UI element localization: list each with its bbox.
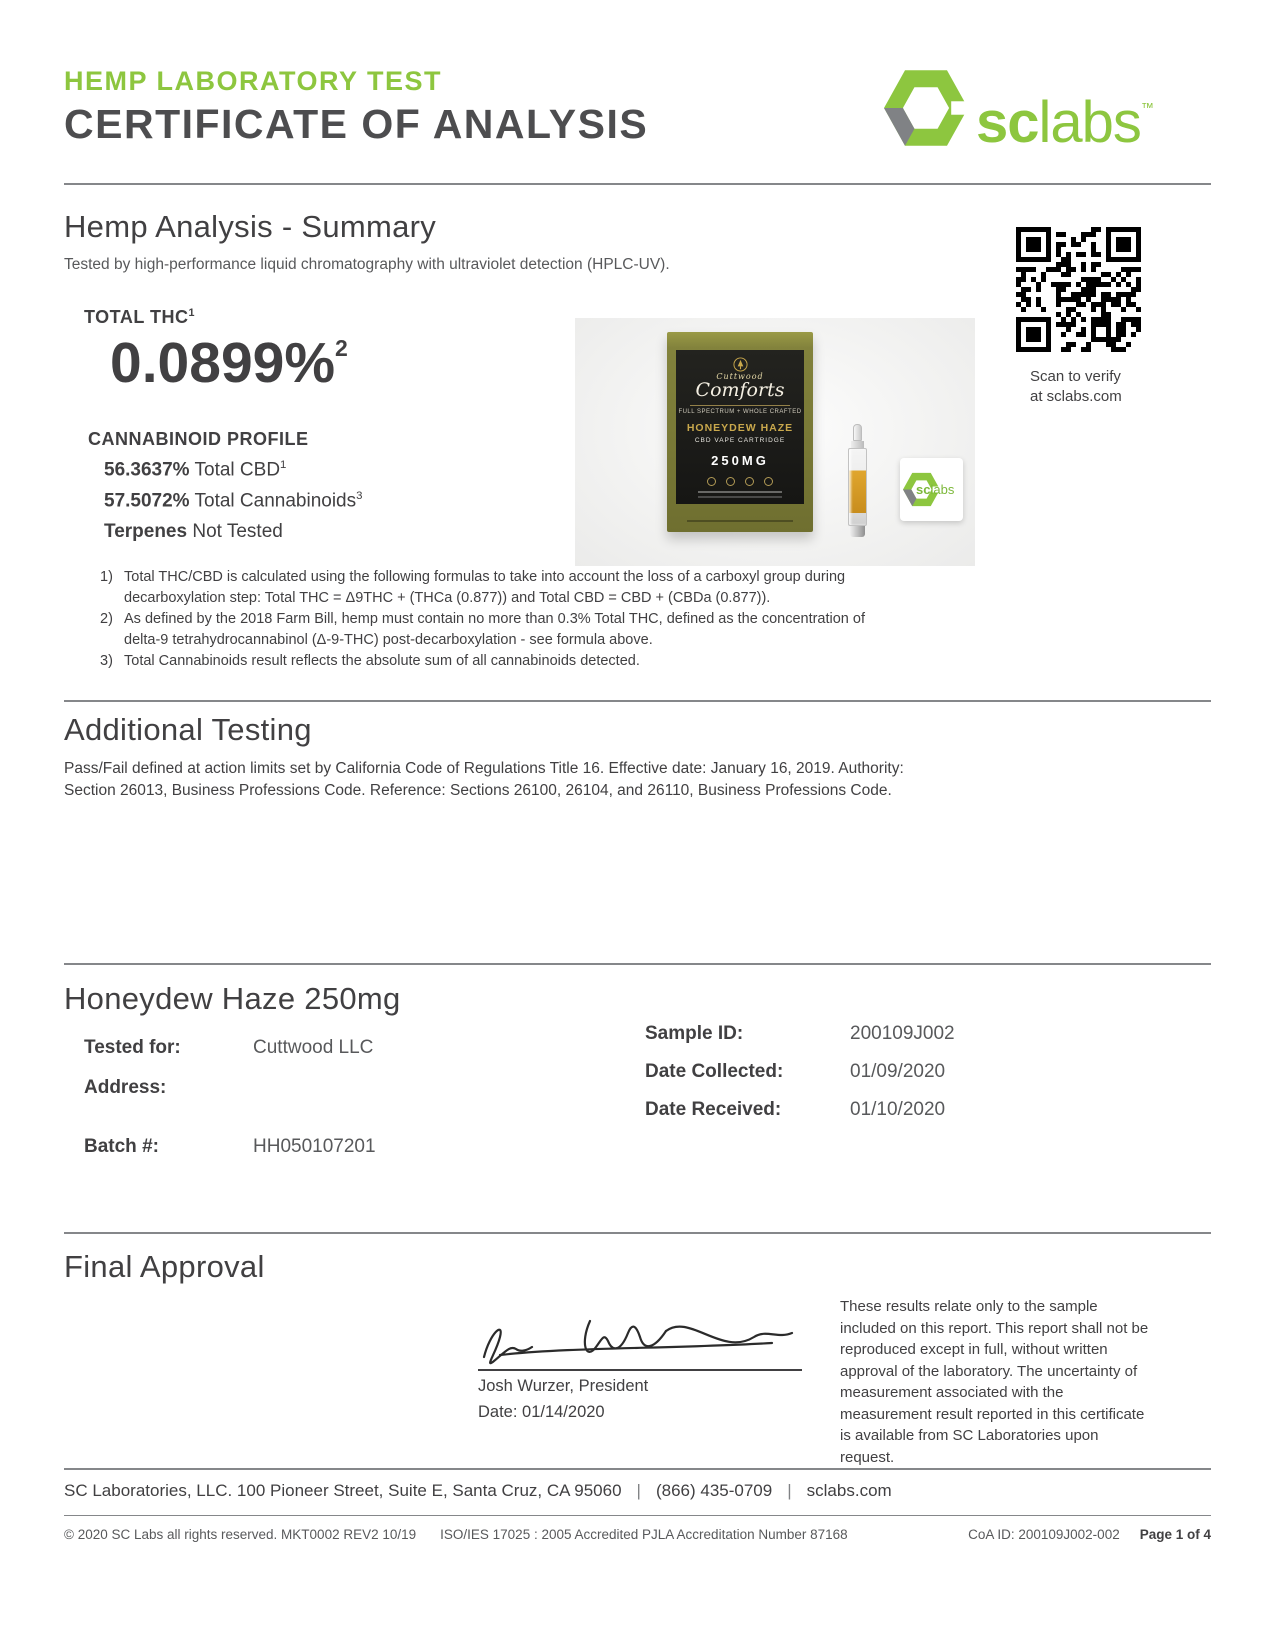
field-value: HH050107201	[253, 1136, 376, 1157]
qr-verification-block	[1016, 227, 1156, 407]
footnote-text: Total Cannabinoids result reflects the absolute sum of all cannabinoids detected.	[124, 653, 640, 669]
badge-sc: sc	[916, 482, 931, 497]
footnote-item	[100, 609, 882, 651]
field-value: 01/10/2020	[850, 1099, 946, 1120]
section-divider	[64, 963, 1211, 965]
cartridge-tank	[848, 448, 867, 526]
field-row-date-collected	[645, 1060, 955, 1084]
sclabs-badge-text	[916, 482, 954, 497]
signer-name: Josh Wurzer, President	[478, 1377, 649, 1395]
box-feature-icons	[676, 477, 804, 486]
field-row-date-received	[645, 1098, 955, 1122]
total-thc-label-text: TOTAL THC	[84, 307, 189, 327]
product-box	[667, 332, 813, 532]
document-title: CERTIFICATE OF ANALYSIS	[64, 101, 649, 147]
total-thc-label	[84, 307, 195, 328]
product-box-label	[676, 350, 804, 504]
product-type: CBD VAPE CARTRIDGE	[694, 437, 786, 444]
field-row-address	[84, 1076, 376, 1100]
field-value: Cuttwood LLC	[253, 1037, 374, 1058]
profile-label: Total Cannabinoids	[189, 490, 357, 512]
sample-fields-right	[645, 1022, 955, 1136]
footer-smallprint-left	[64, 1527, 848, 1542]
cartridge-mouthpiece	[853, 424, 862, 441]
footer-divider	[64, 1468, 1211, 1470]
disclaimer-text: These results relate only to the sample included on this report. This report shall not be reproduced except in full, without written approval of the laboratory. The uncertainty of measurement associated with the measurement result reported in this certificate is available from SC Laboratories upon request.	[840, 1298, 1149, 1466]
field-label: Date Received:	[645, 1099, 782, 1120]
cartridge-base	[850, 526, 865, 537]
coa-id: CoA ID: 200109J002-002	[968, 1527, 1120, 1542]
sclabs-badge	[900, 458, 963, 521]
total-thc-value-sup: 2	[335, 335, 348, 361]
strain-name: HONEYDEW HAZE	[686, 422, 794, 434]
product-photo	[575, 318, 975, 566]
section-divider	[64, 183, 1211, 185]
cannabinoid-profile-heading: CANNABINOID PROFILE	[88, 429, 309, 449]
field-value: 200109J002	[850, 1023, 955, 1044]
footnote-number: 2)	[100, 611, 113, 627]
amount-label: 250MG	[711, 453, 769, 468]
page-number: Page 1 of 4	[1139, 1527, 1211, 1542]
sclabs-logo-text	[976, 66, 1154, 165]
label-divider	[690, 405, 790, 406]
iso-accreditation-text: ISO/IES 17025 : 2005 Accredited PJLA Accreditation Number 87168	[440, 1527, 848, 1542]
brand-tagline: FULL SPECTRUM + WHOLE CRAFTED	[678, 409, 802, 415]
profile-sup: 1	[280, 459, 287, 471]
total-thc-value	[110, 330, 348, 396]
summary-heading: Hemp Analysis - Summary	[64, 209, 437, 244]
sample-fields	[0, 1022, 1275, 1182]
signature-image	[470, 1303, 805, 1373]
field-label: Tested for:	[84, 1037, 181, 1058]
section-divider	[64, 1232, 1211, 1234]
footer-phone: (866) 435-0709	[655, 1481, 773, 1500]
footer-separator: |	[787, 1481, 792, 1500]
final-approval-heading: Final Approval	[64, 1249, 265, 1284]
brand-name-small: Cuttwood	[716, 372, 764, 381]
qr-caption-line1: Scan to verify	[1030, 368, 1121, 385]
cartridge-neck	[851, 441, 864, 448]
signature-block	[470, 1303, 815, 1433]
badge-labs: labs	[930, 482, 955, 497]
footer-smallprint-right	[968, 1527, 1211, 1542]
footnote-text: As defined by the 2018 Farm Bill, hemp must contain no more than 0.3% Total THC, defined as the concentration of delta-9 tetrahydrocannabinol (Δ-9-THC) post-decarboxylation - see formula above.	[124, 611, 865, 648]
profile-sup: 3	[356, 490, 363, 502]
profile-row-total-cbd	[104, 459, 362, 490]
footer-smallprint	[64, 1527, 1211, 1542]
additional-testing-body: Pass/Fail defined at action limits set by California Code of Regulations Title 16. Effective date: January 16, 2019. Authority: Section 26013, Business Professions Code. Reference: Sections 26100, 26104, and 26110, Business Professions Code.	[64, 760, 904, 799]
field-label: Batch #:	[84, 1136, 159, 1157]
logo-tm: ™	[1140, 100, 1154, 115]
field-row-sample-id	[645, 1022, 955, 1046]
footer-separator: |	[636, 1481, 641, 1500]
sclabs-logo	[884, 66, 1154, 165]
sample-heading: Honeydew Haze 250mg	[64, 981, 401, 1016]
method-description: Tested by high-performance liquid chromatography with ultraviolet detection (HPLC-UV).	[64, 256, 670, 273]
footer-contact-line	[64, 1481, 1211, 1501]
field-label: Address:	[84, 1077, 167, 1098]
footer-divider-thin	[64, 1515, 1211, 1516]
approval-date: Date: 01/14/2020	[478, 1403, 605, 1421]
profile-value: Terpenes	[104, 521, 188, 542]
qr-caption	[1030, 367, 1156, 407]
box-fine-print-bar	[687, 520, 793, 522]
profile-label: Total CBD	[189, 459, 281, 481]
signature-line	[478, 1369, 802, 1371]
field-value: 01/09/2020	[850, 1061, 946, 1082]
footnote-number: 1)	[100, 569, 113, 585]
field-row-tested-for	[84, 1036, 376, 1060]
profile-row-terpenes	[104, 521, 362, 552]
cannabinoid-profile-list	[104, 459, 362, 552]
cartridge-shadow	[837, 544, 877, 552]
footer-address: SC Laboratories, LLC. 100 Pioneer Street, Suite E, Santa Cruz, CA 95060	[64, 1481, 622, 1500]
logo-labs: labs	[1038, 90, 1141, 155]
brand-tree-icon	[733, 357, 748, 372]
report-type-label: HEMP LABORATORY TEST	[64, 66, 443, 96]
sample-fields-left	[84, 1036, 376, 1159]
profile-value: 57.5072%	[104, 490, 190, 512]
footnote-item	[100, 567, 882, 609]
profile-value: 56.3637%	[104, 459, 190, 481]
label-fine-print-bar	[698, 491, 782, 493]
qr-code	[1016, 227, 1141, 352]
sclabs-hexagon-icon	[884, 66, 968, 150]
section-divider	[64, 700, 1211, 702]
brand-name: Comforts	[695, 379, 785, 401]
profile-row-total-cannabinoids	[104, 490, 362, 521]
field-label: Sample ID:	[645, 1023, 744, 1044]
additional-testing-heading: Additional Testing	[64, 712, 312, 747]
profile-label: Not Tested	[187, 521, 283, 542]
total-thc-value-text: 0.0899%	[110, 331, 336, 395]
footnotes	[100, 567, 882, 672]
qr-caption-line2: at sclabs.com	[1030, 388, 1122, 405]
logo-sc: sc	[976, 90, 1039, 155]
footnote-number: 3)	[100, 653, 113, 669]
copyright-text: © 2020 SC Labs all rights reserved. MKT0002 REV2 10/19	[64, 1527, 417, 1542]
field-label: Date Collected:	[645, 1061, 784, 1082]
footnote-item	[100, 651, 882, 672]
footnote-text: Total THC/CBD is calculated using the following formulas to take into account the loss of a carboxyl group during decarboxylation step: Total THC = Δ9THC + (THCa (0.877)) and Total CBD = CBD + (CBDa (0.877)).	[124, 569, 846, 606]
vape-cartridge	[843, 424, 871, 537]
field-row-batch	[84, 1135, 376, 1159]
total-thc-label-sup: 1	[188, 307, 196, 319]
footer-website: sclabs.com	[806, 1481, 892, 1500]
label-fine-print-bar	[698, 496, 782, 498]
